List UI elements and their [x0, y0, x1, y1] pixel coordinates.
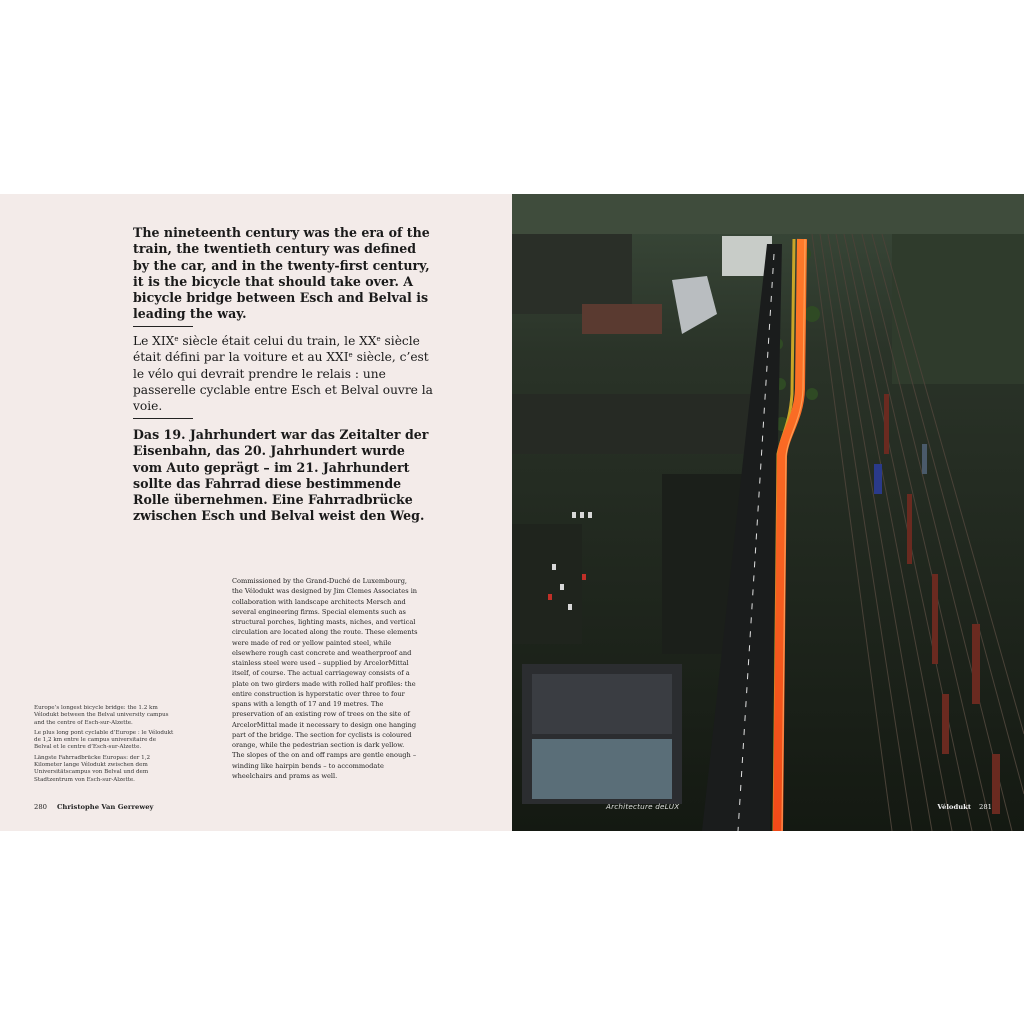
photo-captions	[34, 705, 174, 787]
superscript: e	[174, 335, 179, 343]
aerial-photo-illustration	[512, 194, 1024, 831]
body-text: Commissioned by the Grand-Duché de Luxembourg, the Vélodukt was designed by Jim Clemes Associates in collaboration with landscape architects Mersch and several engineering firms. Special elements such as structural porches, lighting masts, niches, and vertical circulation are located along the route. These elements were made of red or yellow painted steel, while elsewhere rough cast concrete and weatherproof and stainless steel were used – supplied by ArcelorMittal itself, of course. The actual carriageway consists of a plate on two girders made with rolled half profiles: the entire construction is hyperstatic over three to four spans with a length of 17 and 19 metres. The preservation of an existing row of trees on the site of ArcelorMittal made it necessary to design one hanging part of the bridge. The section for cyclists is coloured orange, while the pedestrian section is dark yellow. The slopes of the on and off ramps are gentle enough – winding like hairpin bends – to accommodate wheelchairs and prams as well.	[232, 577, 418, 780]
intro-german: Das 19. Jahrhundert war das Zeitalter der Eisenbahn, das 20. Jahrhundert wurde vom Auto geprägt – im 21. Jahrhundert sollte das Fahrrad diese bestimmende Rolle übernehmen. Eine Fahrradbrücke zwischen Esch und Belval weist den Weg.	[133, 427, 429, 524]
watermark: Architecture deLUX	[606, 802, 680, 811]
divider-rule	[133, 418, 193, 419]
superscript: e	[376, 335, 381, 343]
caption-english: Europe’s longest bicycle bridge: the 1.2 km Vélodukt between the Belval university campus and the centre of Esch-sur-Alzette.	[34, 705, 169, 726]
folio-left	[34, 803, 154, 811]
intro-french-part: Le XIX	[133, 334, 175, 348]
divider-rule	[133, 326, 193, 327]
left-page	[0, 194, 512, 831]
intro-french	[133, 333, 433, 414]
folio-right	[937, 803, 992, 811]
intro-english: The nineteenth century was the era of the train, the twentieth century was defined by the car, and in the twenty-first century, it is the bicycle that should take over. A bicycle bridge between Esch and Belval is leading the way.	[133, 225, 430, 322]
caption-french: Le plus long pont cyclable d’Europe : le Vélodukt de 1,2 km entre le campus universitaire de Belval et le centre d’Esch-sur-Alzette.	[34, 729, 174, 751]
superscript: e	[348, 351, 353, 360]
book-spread	[0, 194, 1024, 831]
intro-french-part: siècle, c’est le vélo qui devrait prendre le relais : une passerelle cyclable entre Esch et Belval ouvre la voie.	[133, 350, 433, 414]
caption-german: Längste Fahrradbrücke Europas: der 1,2 Kilometer lange Vélodukt zwischen dem Universitätscampus von Belval und dem Stadtzentrum von Esch-sur-Alzette.	[34, 754, 151, 783]
section-title: Vélodukt	[937, 803, 972, 811]
aerial-photo	[512, 194, 1024, 831]
page-number-left: 280	[34, 803, 47, 811]
page-number-right: 281	[979, 803, 992, 811]
intro-french-part: siècle était défini par la voiture et au XXI	[133, 334, 420, 365]
author-name: Christophe Van Gerrewey	[56, 803, 154, 811]
intro-french-part: siècle était celui du train, le XX	[178, 334, 377, 348]
